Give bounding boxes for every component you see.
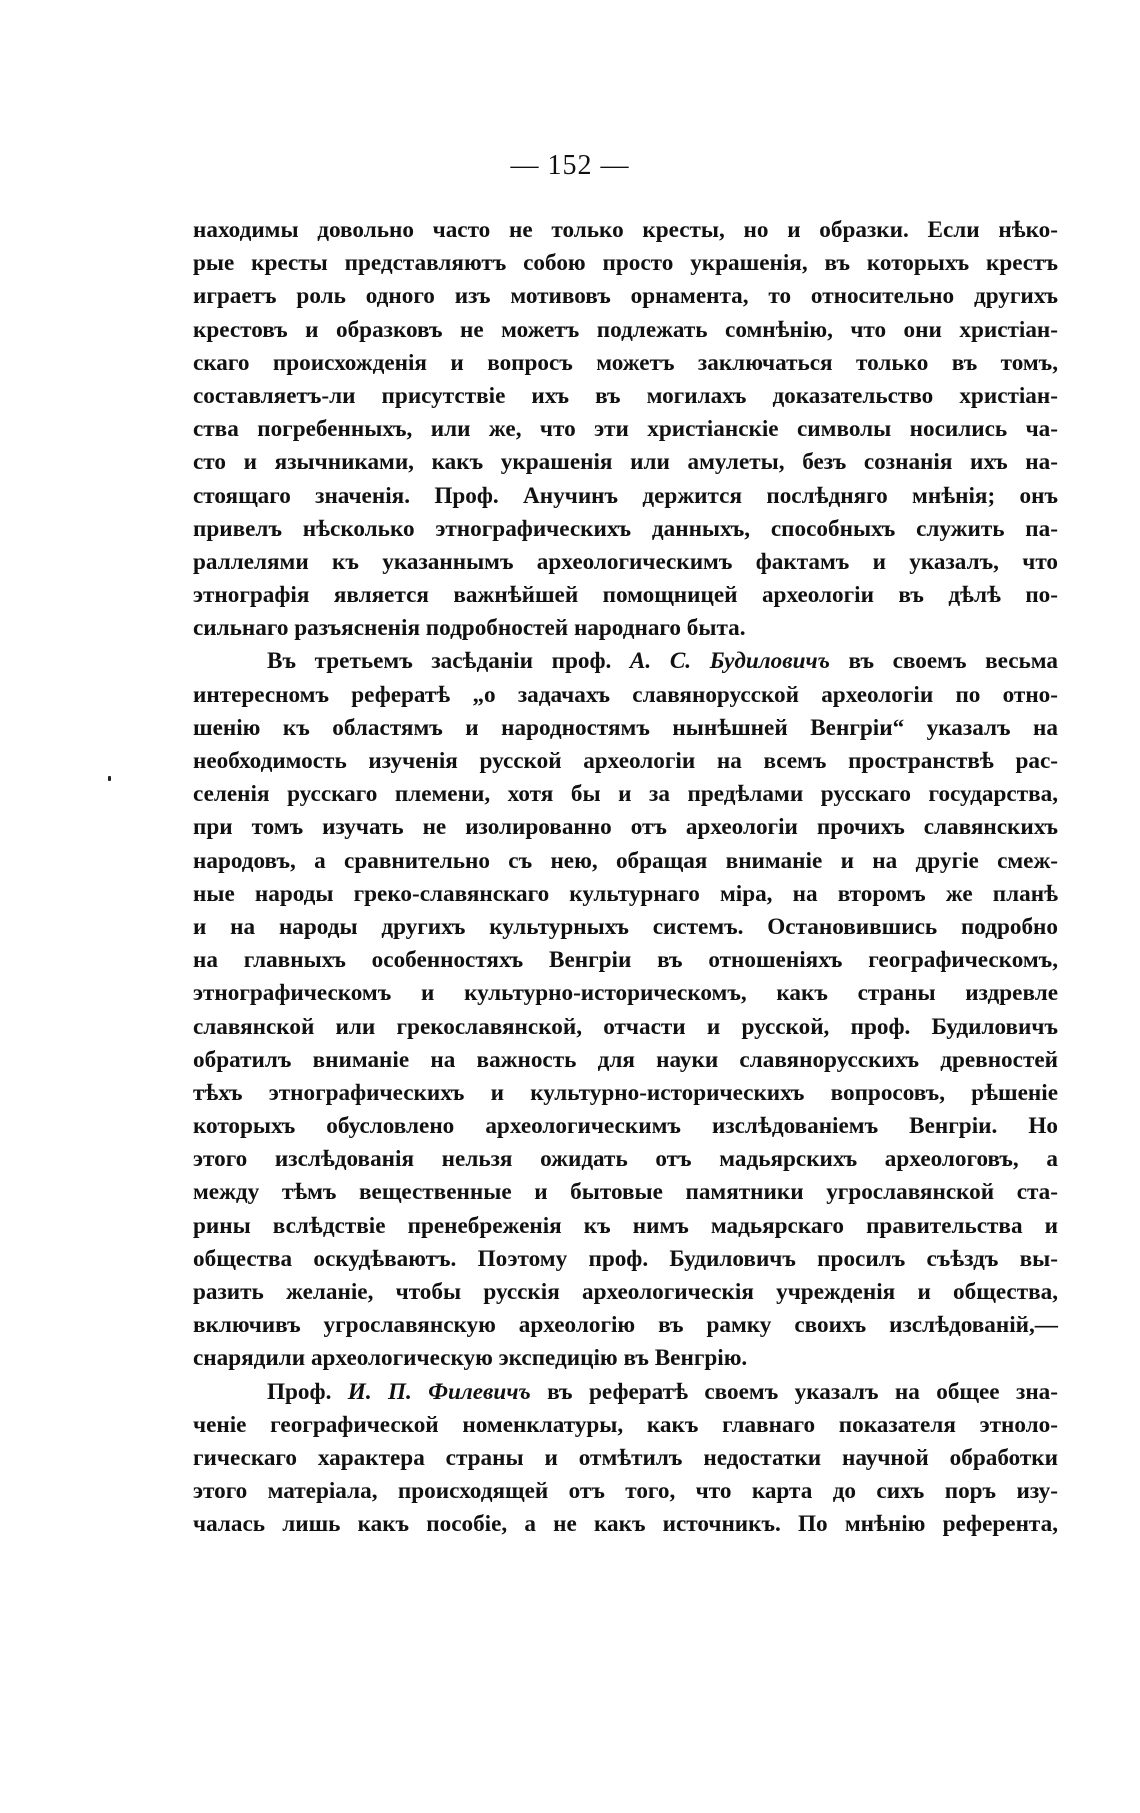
text-line: обратилъ вниманіе на важность для науки славянорусскихъ древностей [193,1046,1058,1073]
text-line: крестовъ и образковъ не можетъ подлежать сомнѣнію, что они христіан- [193,316,1058,343]
body-text [193,214,1058,1542]
text-line: сильнаго разъясненія подробностей народнаго быта. [193,615,746,642]
text-line: и на народы другихъ культурныхъ системъ. Остановившись подробно [193,913,1058,940]
text-line: рые кресты представляютъ собою просто украшенія, въ которыхъ крестъ [193,250,1058,277]
text-line: сто и язычниками, какъ украшенія или амулеты, безъ сознанія ихъ на- [193,449,1058,476]
paragraph-first-line [193,645,1058,678]
text-line: которыхъ обусловлено археологическимъ изслѣдованіемъ Венгріи. Но [193,1113,1058,1140]
text-run: Проф. [267,1378,348,1405]
text-line: скаго происхожденія и вопросъ можетъ заключаться только въ томъ, [193,349,1058,376]
text-line: славянской или грекославянской, отчасти и русской, проф. Будиловичъ [193,1013,1058,1040]
text-line: находимы довольно часто не только кресты, но и образки. Если нѣко- [193,217,1058,243]
text-line: между тѣмъ вещественные и бытовые памятники угрославянской ста- [193,1179,1058,1206]
text-line: общества оскудѣваютъ. Поэтому проф. Будиловичъ просилъ съѣздъ вы- [193,1245,1058,1272]
text-line: раллелями къ указаннымъ археологическимъ фактамъ и указалъ, что [193,548,1058,575]
text-line: стоящаго значенія. Проф. Анучинъ держится послѣдняго мнѣнія; онъ [193,482,1058,509]
text-line: рины вслѣдствіе пренебреженія къ нимъ мадьярскаго правительства и [193,1212,1058,1239]
text-line: на главныхъ особенностяхъ Венгріи въ отношеніяхъ географическомъ, [193,947,1058,974]
page-number: — 152 — [510,150,630,181]
text-run: въ рефератѣ своемъ указалъ на общее зна- [530,1378,1058,1405]
text-line: чалась лишь какъ пособіе, а не какъ источникъ. По мнѣнію референта, [193,1511,1058,1538]
text-line: ства погребенныхъ, или же, что эти христіанскіе символы носились ча- [193,416,1058,443]
text-run: въ своемъ весьма [829,648,1059,675]
text-line: снарядили археологическую экспедицію въ Венгрію. [193,1345,748,1372]
text-line: включивъ угрославянскую археологію въ рамку своихъ изслѣдованій,— [193,1312,1058,1339]
text-line: интересномъ рефератѣ „о задачахъ славянорусской археологіи по отно- [193,681,1058,708]
text-line: ченіе географической номенклатуры, какъ главнаго показателя этноло- [193,1411,1058,1438]
text-line: шенію къ областямъ и народностямъ нынѣшней Венгріи“ указалъ на [193,714,1058,741]
person-name: А. С. Будиловичъ [629,648,830,675]
text-line: гическаго характера страны и отмѣтилъ недостатки научной обработки [193,1444,1058,1471]
text-line: селенія русскаго племени, хотя бы и за предѣлами русскаго государства, [193,781,1058,808]
text-line: этого изслѣдованія нельзя ожидать отъ мадьярскихъ археологовъ, а [193,1146,1058,1173]
text-line: составляетъ-ли присутствіе ихъ въ могилахъ доказательство христіан- [193,382,1058,409]
text-line: этнографія является важнѣйшей помощницей археологіи въ дѣлѣ по- [193,582,1058,609]
text-line: ные народы греко-славянскаго культурнаго міра, на второмъ же планѣ [193,880,1058,907]
text-line: этого матеріала, происходящей отъ того, что карта до сихъ поръ изу- [193,1478,1058,1505]
text-line: разить желаніе, чтобы русскія археологическія учрежденія и общества, [193,1279,1058,1305]
text-line: играетъ роль одного изъ мотивовъ орнамента, то относительно другихъ [193,283,1058,310]
text-line: привелъ нѣсколько этнографическихъ данныхъ, способныхъ служить па- [193,515,1058,542]
paragraph-first-line [193,1376,1058,1409]
margin-mark [108,776,111,781]
text-line: необходимость изученія русской археологіи на всемъ пространствѣ рас- [193,748,1058,774]
text-line: этнографическомъ и культурно-историческомъ, какъ страны издревле [193,980,1058,1007]
text-line: тѣхъ этнографическихъ и культурно-историческихъ вопросовъ, рѣшеніе [193,1079,1058,1106]
person-name: И. П. Филевичъ [347,1378,531,1405]
text-line: народовъ, а сравнительно съ нею, обращая вниманіе и на другіе смеж- [193,847,1058,874]
text-run: Въ третьемъ засѣданіи проф. [267,648,630,675]
text-line: при томъ изучать не изолированно отъ археологіи прочихъ славянскихъ [193,814,1058,841]
